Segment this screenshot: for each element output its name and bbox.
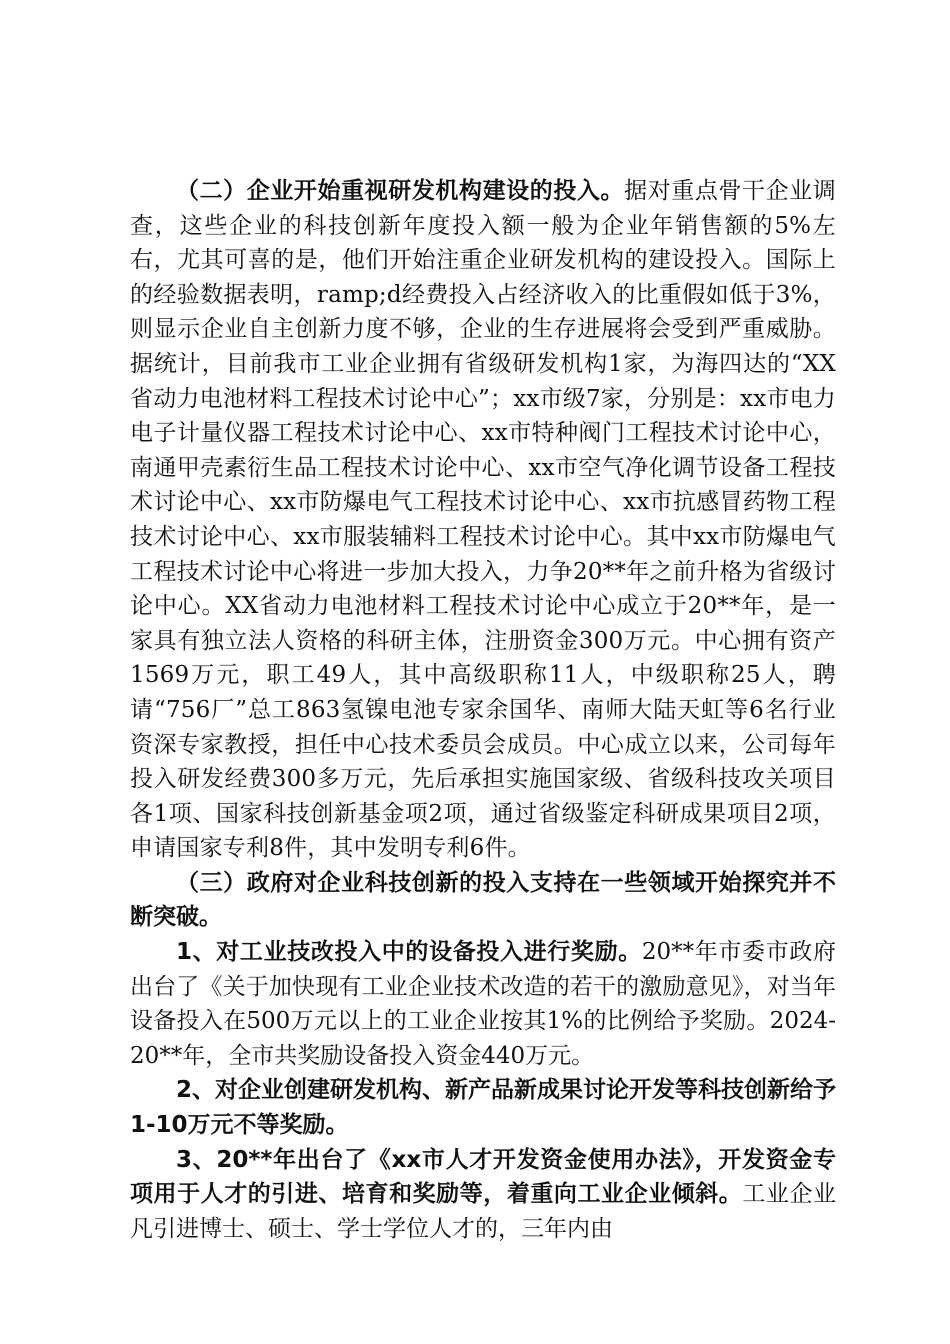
item-3-body: 工业企业凡引进博士、硕士、学士学位人才的，三年内由 bbox=[130, 1181, 837, 1242]
paragraph-section-3: （三）政府对企业科技创新的投入支持在一些领域开始探究并不断突破。 bbox=[130, 869, 836, 931]
paragraph-item-3 bbox=[130, 1143, 836, 1247]
section-2-heading: （二）企业开始重视研发机构建设的投入。 bbox=[176, 178, 625, 204]
document-body bbox=[130, 174, 836, 1246]
paragraph-item-2: 2、对企业创建研发机构、新产品新成果讨论开发等科技创新给予1-10万元不等奖励。 bbox=[130, 1077, 837, 1139]
section-2-body: 据对重点骨干企业调查，这些企业的科技创新年度投入额一般为企业年销售额的5%左右，尤其可喜的是，他们开始注重企业研发机构的建设投入。国际上的经验数据表明，ramp;d经费投入占经济收入的比重假如低于3%，则显示企业自主创新力度不够，企业的生存进展将会受到严重威胁。据统计，目前我市工业企业拥有省级研发机构1家，为海四达的“XX省动力电池材料工程技术讨论中心”；xx市级7家，分别是：xx市电力电子计量仪器工程技术讨论中心、xx市特种阀门工程技术讨论中心，南通甲壳素衍生品工程技术讨论中心、xx市空气净化调节设备工程技术讨论中心、xx市防爆电气工程技术讨论中心、xx市抗感冒药物工程技术讨论中心、xx市服装辅料工程技术讨论中心。其中xx市防爆电气工程技术讨论中心将进一步加大投入，力争20**年之前升格为省级讨论中心。XX省动力电池材料工程技术讨论中心成立于20**年，是一家具有独立法人资格的科研主体，注册资金300万元。中心拥有资产1569万元，职工49人，其中高级职称11人，中级职称25人，聘请“756厂”总工863氢镍电池专家余国华、南师大陆天虹等6名行业资深专家教授，担任中心技术委员会成员。中心成立以来，公司每年投入研发经费300多万元，先后承担实施国家级、省级科技攻关项目各1项、国家科技创新基金项2项，通过省级鉴定科研成果项目2项，申请国家专利8件，其中发明专利6件。 bbox=[130, 178, 836, 862]
item-3-heading: 3、20**年出台了《xx市人才开发资金使用办法》，开发资金专项用于人才的引进、培育和奖励等，着重向工业企业倾斜。 bbox=[130, 1146, 836, 1208]
paragraph-item-1 bbox=[130, 935, 836, 1073]
item-1-body: 20**年市委市政府出台了《关于加快现有工业企业技术改造的若干的激励意见》，对当年设备投入在500万元以上的工业企业按其1%的比例给予奖励。2024-20**年，全市共奖励设备投入资金440万元。 bbox=[130, 939, 836, 1069]
item-1-heading: 1、对工业技改投入中的设备投入进行奖励。 bbox=[176, 939, 642, 966]
paragraph-section-2 bbox=[130, 174, 836, 866]
